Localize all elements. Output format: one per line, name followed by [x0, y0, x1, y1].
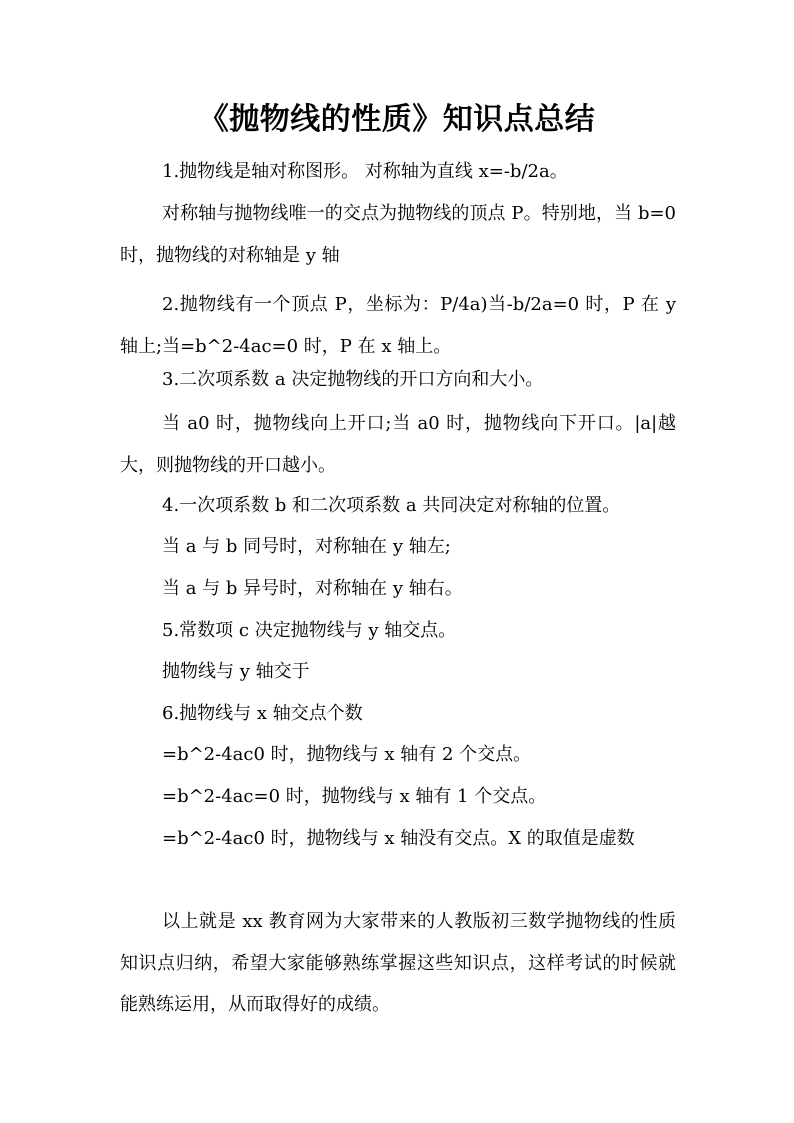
point-3-opening-detail: 当 a0 时，抛物线向上开口;当 a0 时，抛物线向下开口。|a|越大，则抛物线的开口越小。 — [120, 413, 676, 476]
point-4-coefficient-b: 4.一次项系数 b 和二次项系数 a 共同决定对称轴的位置。 — [162, 495, 621, 516]
point-6-no-intersection: =b^2-4ac0 时，抛物线与 x 轴没有交点。X 的取值是虚数 — [162, 828, 635, 849]
point-4-different-sign: 当 a 与 b 异号时，对称轴在 y 轴右。 — [162, 578, 463, 599]
point-2-vertex-coordinates: 2.抛物线有一个顶点 P，坐标为：P/4a)当-b/2a=0 时，P 在 y 轴上;当=b^2-4ac=0 时，P 在 x 轴上。 — [120, 294, 676, 357]
conclusion-paragraph: 以上就是 xx 教育网为大家带来的人教版初三数学抛物线的性质知识点归纳，希望大家能够熟练掌握这些知识点，这样考试的时候就能熟练运用，从而取得好的成绩。 — [120, 911, 676, 1016]
point-1-axis-of-symmetry: 1.抛物线是轴对称图形。 对称轴为直线 x=-b/2a。 — [162, 161, 568, 182]
page-title: 《抛物线的性质》知识点总结 — [198, 102, 596, 137]
point-6-one-intersection: =b^2-4ac=0 时，抛物线与 x 轴有 1 个交点。 — [162, 786, 547, 807]
point-1-vertex-detail: 对称轴与抛物线唯一的交点为抛物线的顶点 P。特别地，当 b=0 时，抛物线的对称轴是 y 轴 — [120, 203, 676, 266]
point-6-x-intercepts: 6.抛物线与 x 轴交点个数 — [162, 703, 363, 724]
point-3-coefficient-a: 3.二次项系数 a 决定抛物线的开口方向和大小。 — [162, 369, 544, 390]
point-4-same-sign: 当 a 与 b 同号时，对称轴在 y 轴左; — [162, 536, 451, 557]
point-6-two-intersections: =b^2-4ac0 时，抛物线与 x 轴有 2 个交点。 — [162, 744, 532, 765]
point-5-constant-c: 5.常数项 c 决定抛物线与 y 轴交点。 — [162, 620, 457, 641]
point-5-y-intercept: 抛物线与 y 轴交于 — [162, 661, 310, 682]
